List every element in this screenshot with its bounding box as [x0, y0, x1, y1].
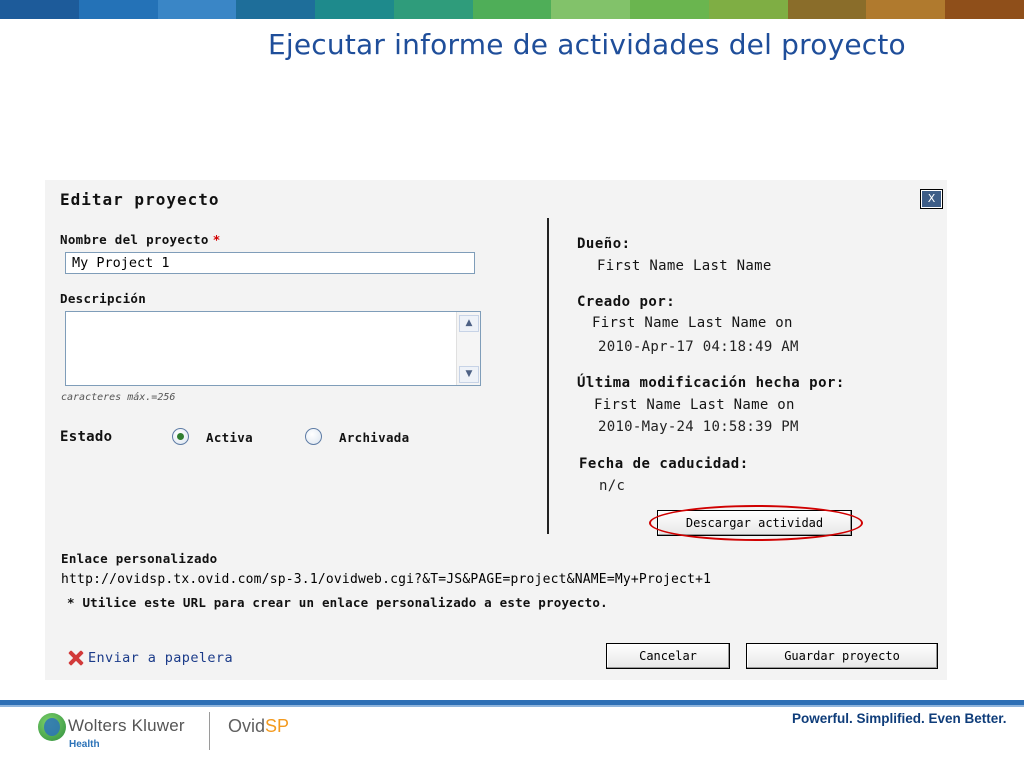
project-name-label-text: Nombre del proyecto: [60, 232, 209, 247]
product-prefix: Ovid: [228, 716, 266, 736]
status-archived-radio[interactable]: [305, 428, 322, 445]
expiry-value: n/c: [599, 478, 626, 494]
custom-link-url[interactable]: http://ovidsp.tx.ovid.com/sp-3.1/ovidweb.cgi?&T=JS&PAGE=project&NAME=My+Project+1: [61, 572, 712, 587]
textarea-scrollbar[interactable]: [456, 312, 480, 385]
status-active-label: Activa: [206, 430, 253, 445]
delete-x-icon: [67, 649, 85, 667]
custom-link-note: * Utilice este URL para crear un enlace personalizado a este proyecto.: [67, 595, 608, 610]
created-by-label: Creado por:: [577, 294, 676, 310]
status-archived-label: Archivada: [339, 430, 410, 445]
brand-subtitle: Health: [69, 739, 100, 750]
project-name-label: [60, 232, 221, 247]
expiry-label: Fecha de caducidad:: [579, 456, 749, 472]
custom-link-label: Enlace personalizado: [61, 551, 218, 566]
product-name: [228, 716, 289, 737]
banner-segment: [866, 0, 945, 19]
wolters-kluwer-logo-icon: [38, 713, 66, 741]
send-to-trash-label: Enviar a papelera: [88, 650, 233, 666]
brand-name: Wolters Kluwer: [68, 716, 185, 735]
product-suffix: SP: [265, 716, 290, 736]
download-activity-button[interactable]: Descargar actividad: [657, 510, 852, 536]
footer-separator: [209, 712, 210, 750]
project-name-input[interactable]: My Project 1: [65, 252, 475, 274]
chevron-down-icon[interactable]: ▼: [459, 366, 479, 383]
chevron-up-icon[interactable]: ▲: [459, 315, 479, 332]
banner-segment: [788, 0, 867, 19]
banner-segment: [158, 0, 237, 19]
status-label: Estado: [60, 429, 113, 445]
owner-label: Dueño:: [577, 236, 631, 252]
banner-segment: [394, 0, 473, 19]
banner-segment: [630, 0, 709, 19]
modified-by-label: Última modificación hecha por:: [577, 375, 845, 391]
column-divider: [547, 218, 549, 534]
banner-segment: [945, 0, 1024, 19]
send-to-trash-link[interactable]: [67, 649, 233, 667]
created-date: 2010-Apr-17 04:18:49 AM: [598, 339, 799, 355]
description-label: Descripción: [60, 291, 147, 306]
owner-value: First Name Last Name: [597, 258, 772, 274]
required-marker: *: [212, 232, 221, 247]
max-chars-hint: caracteres máx.=256: [61, 392, 176, 403]
modified-date: 2010-May-24 10:58:39 PM: [598, 419, 799, 435]
top-banner: [0, 0, 1024, 19]
close-button[interactable]: X: [920, 189, 943, 209]
created-by-value: First Name Last Name on: [592, 315, 793, 331]
banner-segment: [315, 0, 394, 19]
banner-segment: [79, 0, 158, 19]
cancel-button[interactable]: Cancelar: [606, 643, 730, 669]
banner-segment: [473, 0, 552, 19]
dialog-title: Editar proyecto: [60, 190, 220, 209]
banner-segment: [236, 0, 315, 19]
description-textarea[interactable]: [65, 311, 481, 386]
banner-segment: [551, 0, 630, 19]
edit-project-dialog: [45, 180, 947, 680]
status-active-radio[interactable]: [172, 428, 189, 445]
footer-rule-light: [0, 705, 1024, 707]
tagline: Powerful. Simplified. Even Better.: [792, 711, 1007, 726]
banner-segment: [709, 0, 788, 19]
slide-title: Ejecutar informe de actividades del proyecto: [268, 28, 906, 61]
banner-segment: [0, 0, 79, 19]
highlight-annotation: [649, 505, 863, 541]
save-project-button[interactable]: Guardar proyecto: [746, 643, 938, 669]
modified-by-value: First Name Last Name on: [594, 397, 795, 413]
